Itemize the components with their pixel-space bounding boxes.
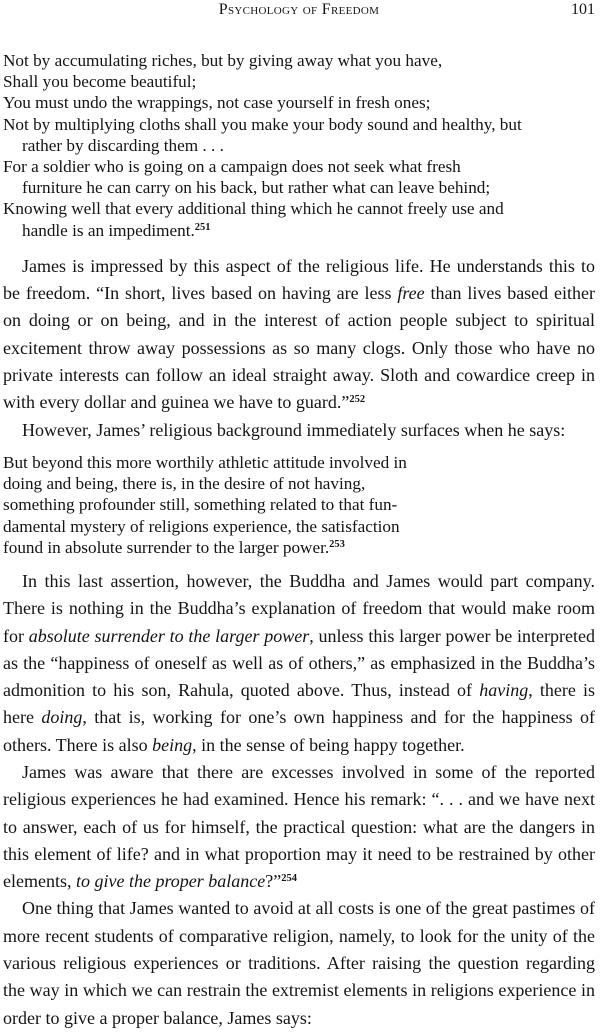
running-title: Psychology of Freedom (218, 1, 380, 18)
paragraph-text: In this last assertion, however, the Buddha and James would part company. There is nothing in the Buddha’s explanation of freedom that would make room for (3, 570, 595, 646)
verse-line: Not by multiplying cloths shall you make your body sound and healthy, but rather by discarding them . . . (3, 114, 522, 155)
quote-line: doing and being, there is, in the desire of not having, (3, 474, 366, 494)
paragraph-text: ?” (265, 871, 282, 892)
paragraph (3, 568, 595, 759)
emphasis: being (152, 734, 193, 755)
footnote-ref: 252 (349, 394, 366, 406)
emphasis: having (479, 680, 529, 701)
verse-line: Shall you become beautiful; (3, 72, 197, 92)
emphasis: doing (41, 707, 83, 728)
paragraph-text: , in the sense of being happy together. (192, 734, 465, 755)
emphasis: absolute surrender to the larger power (28, 625, 310, 646)
verse-line: You must undo the wrappings, not case yourself in fresh ones; (3, 93, 431, 113)
emphasis: to give the proper balance (75, 871, 266, 892)
emphasis: free (397, 283, 425, 304)
footnote-ref: 253 (329, 538, 345, 550)
footnote-ref: 254 (281, 873, 297, 885)
quote-line: But beyond this more worthily athletic attitude involved in (3, 452, 407, 472)
paragraph-text: than lives based either on doing or on being, and in the interest of action people subject to spiritual excitement throw away possessions as so many clogs. Only those who have no private interests can follow an ideal straight away. Sloth and cowardice creep in with every dollar and guinea we have to guard.” (3, 283, 595, 413)
paragraph-text: , unless this larger power be interpreted as the “happiness of oneself as well as of others,” as emphasized in the Buddha’s admonition to his son, Rahula, quoted above. Thus, instead of (3, 625, 595, 701)
verse-line (3, 198, 507, 240)
quote-line: something profounder still, something related to that fun- (3, 495, 398, 515)
paragraph-text: However, James’ religious background immediately surfaces when he says: (22, 419, 566, 440)
paragraph-text: James was aware that there are excesses involved in some of the reported religious experiences he had examined. Hence his remark: “. . . and we have next to answer, each of us for himself, the practical question: what are the dangers in this element of life? and in what proportion may it need to be restrained by other elements, (3, 762, 595, 892)
quote-line-text: found in absolute surrender to the larger power. (3, 537, 330, 557)
verse-block-quote (3, 50, 595, 241)
footnote-ref: 251 (194, 221, 211, 233)
paragraph-text: , that is, working for one’s own happiness and for the happiness of others. There is also (3, 707, 595, 755)
quote-line (3, 537, 493, 558)
book-page (3, 0, 595, 1032)
paragraph-text: James is impressed by this aspect of the religious life. He understands this to be freedom. “In short, lives based on having are less (3, 255, 595, 304)
running-head (3, 0, 595, 26)
paragraph (3, 895, 595, 1031)
paragraph (3, 759, 595, 895)
verse-line: For a soldier who is going on a campaign does not seek what fresh furniture he can carry on his back, but rather what can leave behind; (3, 157, 491, 198)
verse-line-text: Knowing well that every additional thing which he cannot freely use and handle is an impediment. (3, 199, 504, 240)
quote-line: damental mystery of religions experience, the satisfaction (3, 516, 400, 536)
paragraph (3, 417, 595, 444)
verse-line: Not by accumulating riches, but by giving away what you have, (3, 51, 443, 70)
prose-block-quote (3, 452, 493, 558)
page-number: 101 (571, 1, 595, 18)
paragraph (3, 253, 595, 417)
paragraph-text: , there is here (3, 680, 595, 728)
paragraph-text: One thing that James wanted to avoid at all costs is one of the great pastimes of more recent students of comparative religion, namely, to look for the unity of the various religious experiences or traditions. After raising the question regarding the way in which we can restrain the extremist elements in religions experience in order to give a proper balance, James says: (3, 898, 595, 1028)
